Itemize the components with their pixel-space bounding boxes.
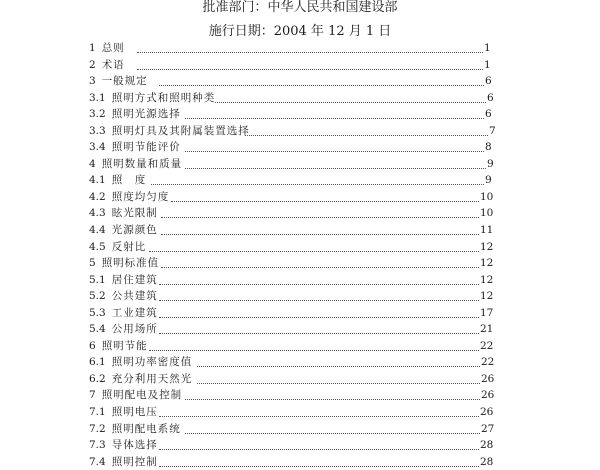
section-title: 导体选择: [111, 439, 158, 452]
section-title: 工业建筑: [111, 306, 158, 319]
section-number: 7.3: [89, 439, 106, 452]
dot-leader: [149, 235, 479, 252]
dot-leader: [149, 334, 479, 351]
page-number: 26: [480, 406, 494, 419]
dot-leader: [197, 350, 480, 367]
dot-leader: [159, 450, 479, 467]
section-number: 3: [89, 75, 96, 88]
section-title: 照度均匀度: [111, 190, 170, 203]
section-number: 5.4: [89, 323, 106, 336]
section-number: 4.4: [89, 224, 106, 237]
table-of-contents: [89, 40, 509, 470]
page-number: 8: [485, 141, 492, 154]
section-number: 4.2: [89, 190, 106, 203]
section-number: 6.2: [89, 372, 106, 385]
section-number: 3.1: [89, 91, 106, 104]
page-number: 11: [480, 224, 494, 237]
section-title: 公共建筑: [111, 290, 158, 303]
page-number: 28: [480, 455, 494, 468]
section-title: 眩光限制: [111, 207, 158, 220]
section-number: 6.1: [89, 356, 106, 369]
section-title: 照明光源选择: [111, 108, 181, 121]
section-number: 7.1: [89, 406, 106, 419]
page-number: 7: [489, 124, 496, 137]
dot-leader: [137, 36, 483, 53]
page-number: 17: [480, 306, 494, 319]
section-title: 一般规定: [101, 75, 148, 88]
page-number: 10: [480, 190, 494, 203]
page-number: 22: [480, 339, 494, 352]
page-number: 1: [484, 42, 491, 54]
dot-leader: [159, 400, 479, 417]
section-number: 7.4: [89, 455, 106, 468]
section-number: 5.1: [89, 273, 106, 286]
dot-leader: [185, 417, 480, 434]
section-number: 5.2: [89, 290, 106, 303]
section-title: 术语: [101, 58, 125, 71]
section-number: 1: [89, 42, 96, 54]
dot-leader: [185, 152, 486, 169]
dot-leader: [159, 317, 479, 334]
section-number: 4.1: [89, 174, 106, 187]
page-number: 27: [481, 422, 495, 435]
effective-date: 施行日期：2004 年 12 月 1 日: [208, 24, 392, 39]
page-number: 12: [480, 273, 494, 286]
section-title: 公用场所: [111, 323, 158, 336]
page-number: 6: [485, 108, 492, 121]
section-number: 7: [89, 389, 96, 402]
dot-leader: [151, 168, 484, 185]
section-number: 6: [89, 339, 96, 352]
dot-leader: [245, 119, 488, 136]
section-title: 照明灯具及其附属装置选择: [111, 124, 250, 137]
section-number: 4: [89, 157, 96, 170]
dot-leader: [185, 135, 484, 152]
page-number: 28: [480, 439, 494, 452]
page-number: 9: [487, 157, 494, 170]
page-number: 26: [481, 389, 495, 402]
dot-leader: [137, 53, 483, 70]
section-number: 2: [89, 58, 96, 71]
dot-leader: [161, 218, 479, 235]
section-title: 照明功率密度值: [111, 356, 193, 369]
dot-leader: [161, 251, 479, 268]
page-number: 9: [485, 174, 492, 187]
section-title: 照明控制: [111, 455, 158, 468]
section-number: 3.3: [89, 124, 106, 137]
page-number: 26: [481, 372, 495, 385]
section-title: 照明配电系统: [111, 422, 181, 435]
dot-leader: [171, 185, 479, 202]
dot-leader: [159, 69, 484, 86]
dot-leader: [197, 367, 480, 384]
section-number: 5: [89, 257, 96, 270]
page-number: 12: [480, 257, 494, 270]
section-number: 3.4: [89, 141, 106, 154]
dot-leader: [215, 86, 486, 103]
dot-leader: [161, 201, 479, 218]
section-title: 照明节能评价: [111, 141, 181, 154]
section-title: 反射比: [111, 240, 147, 253]
approval-department: 批准部门：中华人民共和国建设部: [202, 0, 398, 15]
page-number: 12: [480, 290, 494, 303]
section-title: 总则: [101, 42, 125, 54]
dot-leader: [159, 301, 479, 318]
dot-leader: [185, 102, 484, 119]
dot-leader: [159, 433, 479, 450]
section-number: 5.3: [89, 306, 106, 319]
section-number: 4.3: [89, 207, 106, 220]
dot-leader: [159, 284, 479, 301]
section-title: 照明方式和照明种类: [111, 91, 216, 104]
page-number: 21: [480, 323, 494, 336]
section-title: 照明标准值: [101, 257, 160, 270]
page-number: 1: [484, 58, 491, 71]
toc-entry[interactable]: [89, 454, 509, 470]
page-number: 12: [480, 240, 494, 253]
page-number: 10: [480, 207, 494, 220]
section-title: 居住建筑: [111, 273, 158, 286]
section-title: 照明节能: [101, 339, 148, 352]
page-number: 22: [481, 356, 495, 369]
section-number: 3.2: [89, 108, 106, 121]
section-title: 照明配电及控制: [101, 389, 183, 402]
section-number: 7.2: [89, 422, 106, 435]
section-title: 照明电压: [111, 406, 158, 419]
section-number: 4.5: [89, 240, 106, 253]
section-title: 光源颜色: [111, 224, 158, 237]
dot-leader: [185, 383, 480, 400]
section-title: 照 度: [111, 174, 147, 187]
page-number: 6: [487, 91, 494, 104]
section-title: 充分利用天然光: [111, 372, 193, 385]
dot-leader: [159, 268, 479, 285]
page-number: 6: [485, 75, 492, 88]
section-title: 照明数量和质量: [101, 157, 183, 170]
